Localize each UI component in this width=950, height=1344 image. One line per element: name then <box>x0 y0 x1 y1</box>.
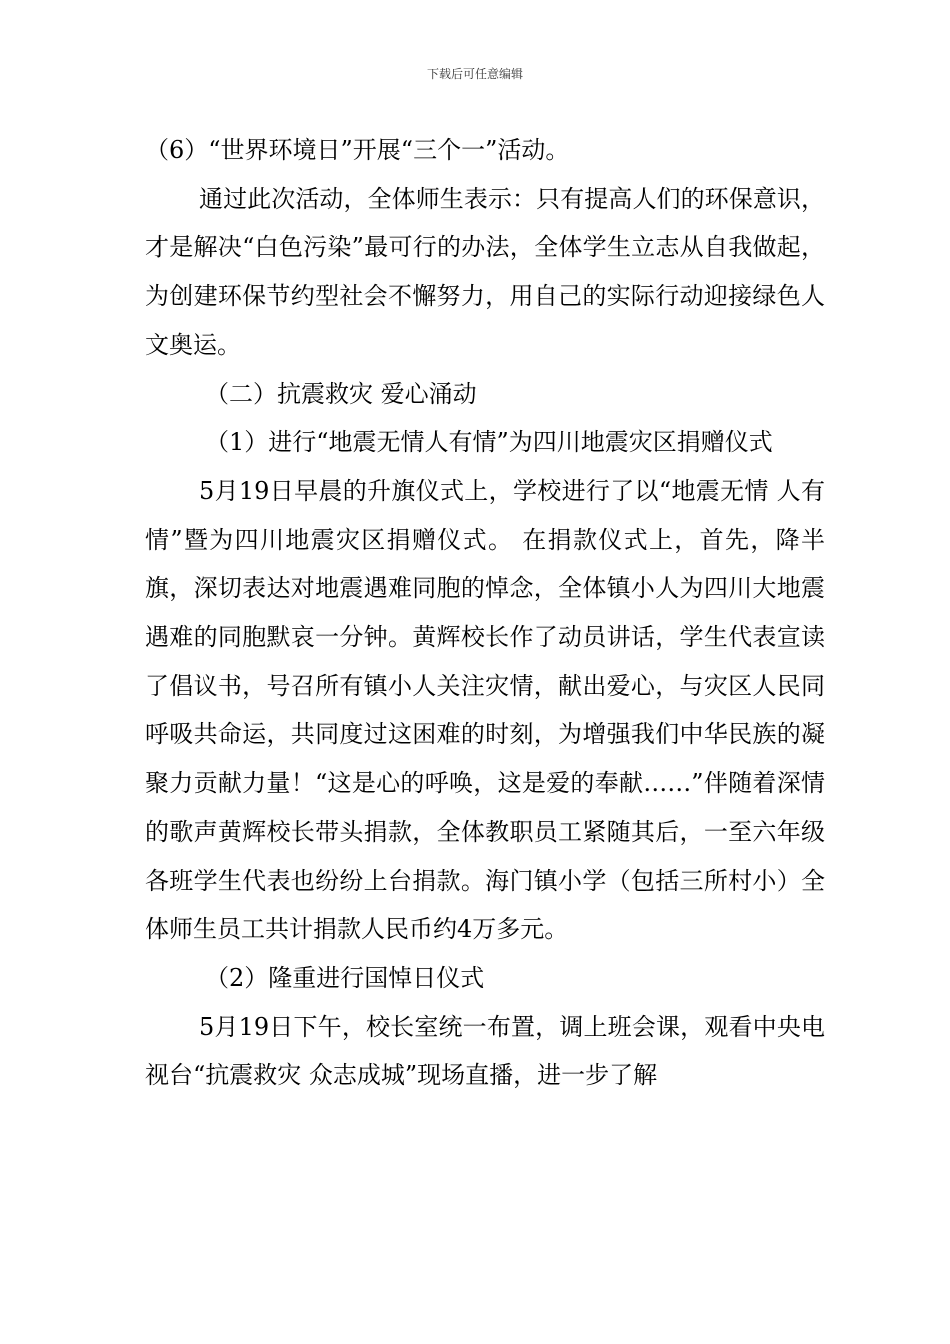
subheading-mourning-day: （2）隆重进行国悼日仪式 <box>205 963 485 992</box>
paragraph-donation-ceremony: 5月19日早晨的升旗仪式上，学校进行了以“地震无情 人有情”暨为四川地震灾区捐赠仪式。 在捐款仪式上，首先，降半旗，深切表达对地震遇难同胞的悼念，全体镇小人为四川大地震遇难的同胞默哀一分钟。黄辉校长作了动员讲话，学生代表宣读了倡议书，号召所有镇小人关注灾情，献出爱心，与灾区人民同呼吸共命运，共同度过这困难的时刻，为增强我们中华民族的凝聚力贡献力量！“这是心的呼唤，这是爱的奉献……”伴随着深情的歌声黄辉校长带头捐款，全体教职员工紧随其后，一至六年级各班学生代表也纷纷上台捐款。海门镇小学（包括三所村小）全体师生员工共计捐款人民币约4万多元。 <box>145 476 825 944</box>
document-body <box>145 126 825 1100</box>
section-heading-earthquake-relief: （二）抗震救灾 爱心涌动 <box>205 379 477 408</box>
paragraph-mourning-day: 5月19日下午，校长室统一布置，调上班会课，观看中央电视台“抗震救灾 众志成城”现场直播，进一步了解 <box>145 1012 825 1090</box>
subheading-donation-ceremony: （1）进行“地震无情人有情”为四川地震灾区捐赠仪式 <box>205 428 773 457</box>
paragraph-activity-6: （6）“世界环境日”开展“三个一”活动。 <box>145 136 570 164</box>
paragraph-summary: 通过此次活动，全体师生表示：只有提高人们的环保意识，才是解决“白色污染”最可行的办法，全体学生立志从自我做起，为创建环保节约型社会不懈努力，用自己的实际行动迎接绿色人文奥运。 <box>145 184 825 359</box>
page-header: 下载后可任意编辑 <box>426 67 523 81</box>
